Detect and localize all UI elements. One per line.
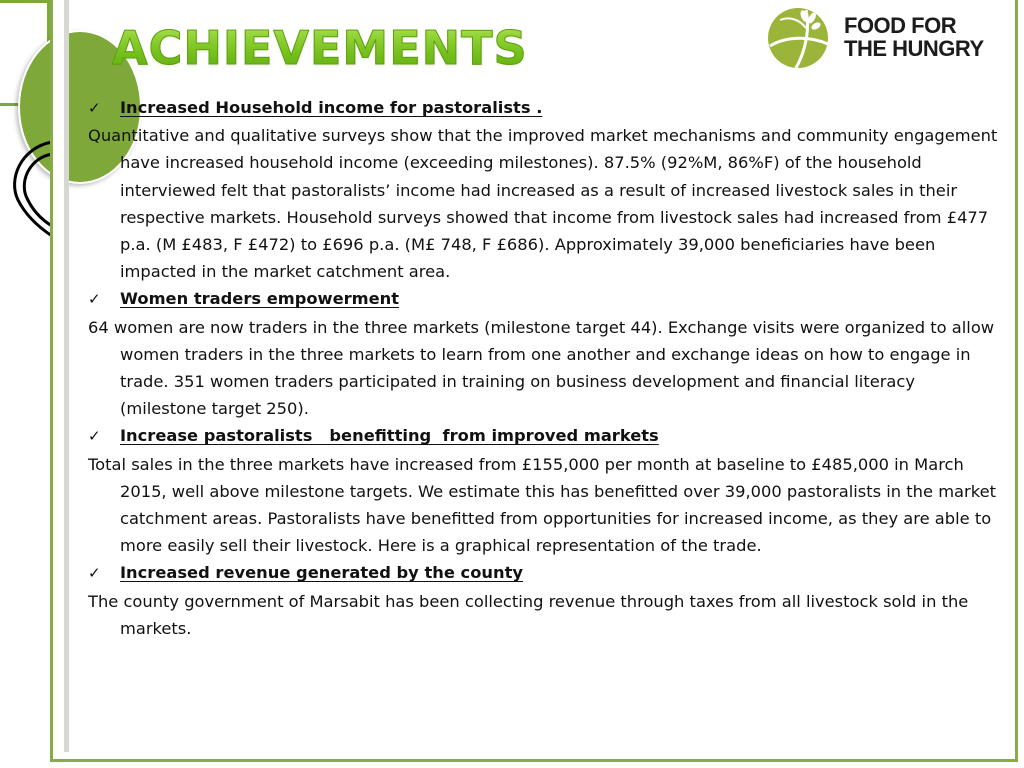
checkmark-icon: ✓ — [88, 290, 101, 309]
section-county-revenue — [88, 559, 1003, 642]
checkmark-icon: ✓ — [88, 427, 101, 446]
achievements-content — [88, 94, 1003, 642]
section-heading-text: Increase pastoralists benefitting from improved markets — [120, 426, 659, 446]
section-body: 64 women are now traders in the three markets (milestone target 44). Exchange visits were organized to allow women traders in the three markets to learn from one another and exchange ideas on how to engage in trade. 351 women traders participated in training on business development and financial literacy (milestone target 250). — [88, 317, 995, 419]
decorative-arcs-icon — [10, 140, 54, 240]
section-heading — [88, 559, 1003, 587]
logo-line-2: THE HUNGRY — [844, 36, 984, 61]
section-body: The county government of Marsabit has been collecting revenue through taxes from all livestock sold in the markets. — [88, 591, 969, 638]
section-heading-text: Increased revenue generated by the county — [120, 563, 523, 583]
wheat-globe-icon — [766, 6, 830, 70]
organization-logo — [766, 6, 1006, 70]
slide-title: ACHIEVEMENTS — [112, 21, 528, 75]
section-heading — [88, 422, 1003, 450]
section-heading-text: Women traders empowerment — [120, 289, 400, 309]
slide-gray-bar — [64, 0, 69, 752]
section-body: Total sales in the three markets have increased from £155,000 per month at baseline to £485,000 in March 2015, well above milestone targets. We estimate this has benefitted over 39,000 pastoralists in the market catchment areas. Pastoralists have benefitted from opportunities for increased income, as they are able to more easily sell their livestock. Here is a graphical representation of the trade. — [88, 454, 996, 556]
section-heading-text: Increased Household income for pastoralists . — [120, 98, 543, 117]
section-women-traders — [88, 285, 1003, 422]
section-heading — [88, 285, 1003, 313]
section-heading — [88, 94, 1003, 122]
checkmark-icon: ✓ — [88, 99, 101, 117]
section-pastoralists-markets — [88, 422, 1003, 559]
logo-line-1: FOOD FOR — [844, 13, 957, 38]
checkmark-icon: ✓ — [88, 564, 101, 583]
section-household-income — [88, 94, 1003, 285]
section-body: Quantitative and qualitative surveys show that the improved market mechanisms and community engagement have increased household income (exceeding milestones). 87.5% (92%M, 86%F) of the household interviewed felt that pastoralists’ income had increased as a result of increased livestock sales in their respective markets. Household surveys showed that income from livestock sales had increased from £477 p.a. (M £483, F £472) to £696 p.a. (M£ 748, F £686). Approximately 39,000 beneficiaries have been impacted in the market catchment area. — [88, 126, 998, 282]
logo-wordmark — [844, 14, 984, 60]
